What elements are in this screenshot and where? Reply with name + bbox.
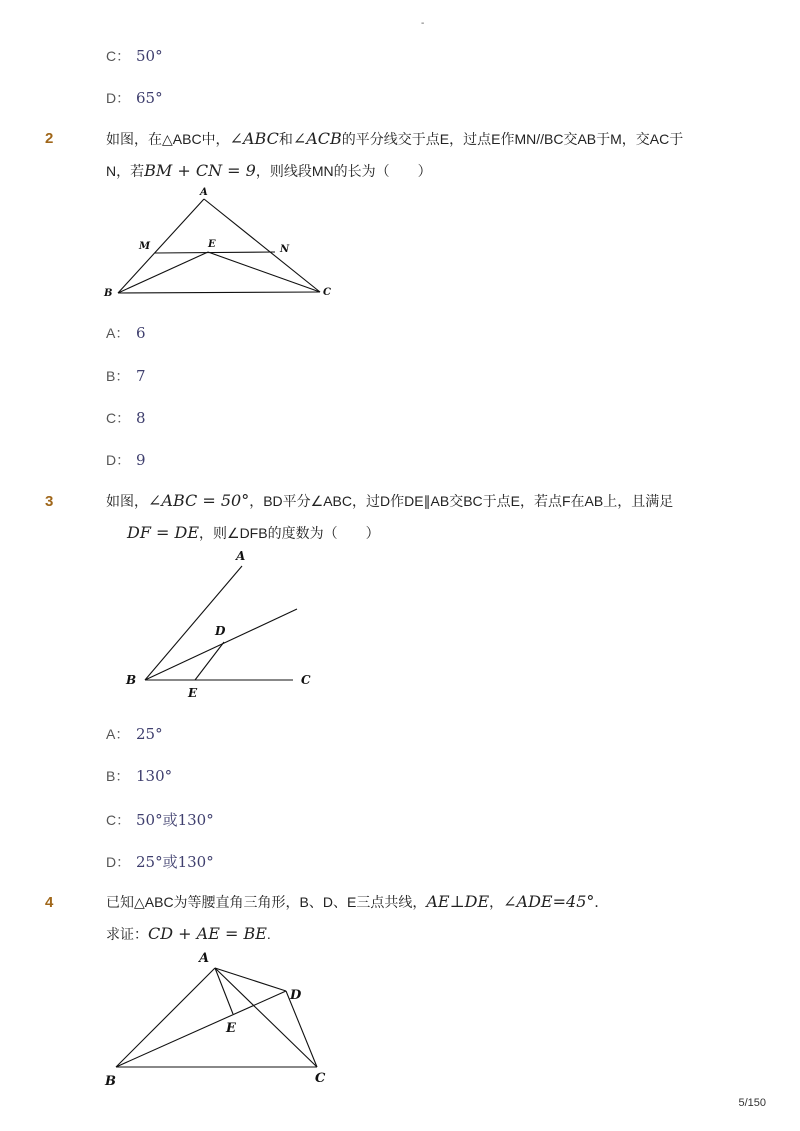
option-value: 25°或130° [136, 853, 214, 871]
point-label-c: C [323, 287, 331, 298]
option-label: A： [106, 726, 130, 742]
q2-text: 和 [278, 131, 293, 147]
q2-text: 的平分线交于点E，过点E作MN//BC交AB于M，交AC于 [341, 131, 684, 147]
point-label-d: D [290, 988, 302, 1003]
q2-text: ，则线段MN的长为（ ） [255, 163, 432, 179]
point-label-b: B [104, 288, 113, 299]
line-ae [215, 968, 233, 1014]
q3-option-b [106, 766, 172, 786]
q4-text: . [266, 926, 271, 942]
q3-math: DF = DE [127, 523, 200, 542]
line-ab [116, 968, 215, 1067]
question-number-3: 3 [45, 493, 54, 510]
q4-text-line2 [106, 924, 271, 944]
option-value: 65° [136, 89, 163, 107]
line-ab [118, 199, 204, 293]
q4-text-line1 [106, 892, 608, 912]
q2-figure [100, 183, 340, 303]
q2-text: 如图，在 [106, 131, 162, 147]
q2-option-a [106, 323, 146, 343]
line-ac [204, 199, 320, 292]
line-bc [118, 292, 320, 293]
point-label-a: A [200, 187, 208, 198]
q3-math: ∠ABC = 50° [148, 491, 250, 510]
q3-option-c [106, 809, 214, 830]
ray-ba [145, 566, 242, 680]
q2-math: ∠ABC [229, 129, 279, 148]
q2-math: BM + CN = 9 [144, 161, 256, 180]
page-number: 5/150 [738, 1097, 766, 1109]
option-value: 6 [136, 324, 146, 342]
q4-text: ， [489, 894, 504, 910]
q3-text: 如图， [106, 493, 148, 509]
q3-option-d [106, 851, 214, 872]
point-label-d: D [215, 624, 226, 638]
q3-figure [120, 545, 330, 700]
q4-math: AE⊥DE [426, 892, 490, 911]
prev-option-c [106, 46, 163, 66]
option-value: 7 [136, 367, 146, 385]
ray-bd [145, 609, 297, 680]
q4-text: 求证： [106, 926, 148, 942]
segment-ed [195, 642, 224, 680]
q3-option-a [106, 724, 163, 744]
q2-math: ∠ACB [292, 129, 342, 148]
q3-text: ，BD平分∠ABC，过D作DE∥AB交BC于点E，若点F在AB上，且满足 [249, 493, 674, 509]
q2-text: N，若 [106, 163, 145, 179]
q2-option-d [106, 450, 146, 470]
q4-figure [100, 946, 340, 1091]
q3-text: ，则∠DFB的度数为（ ） [199, 525, 380, 541]
point-label-c: C [315, 1071, 326, 1086]
line-ad [215, 968, 286, 991]
option-label: B： [106, 768, 130, 784]
q4-text: ． [594, 894, 609, 910]
option-label: B： [106, 368, 130, 384]
line-bd [116, 991, 286, 1067]
point-label-n: N [280, 244, 290, 255]
point-label-c: C [301, 673, 311, 687]
point-label-m: M [139, 241, 151, 252]
option-value: 130° [136, 767, 173, 785]
prev-option-d [106, 88, 163, 108]
option-value: 8 [136, 409, 146, 427]
page-top-mark: - [421, 18, 425, 29]
q3-text-line2 [127, 523, 380, 543]
q2-text-line2 [106, 161, 432, 181]
option-value: 9 [136, 451, 146, 469]
point-label-b: B [105, 1074, 116, 1089]
option-label: D： [106, 452, 131, 468]
q2-option-b [106, 366, 146, 386]
point-label-a: A [199, 951, 210, 966]
q2-text: △ABC中， [162, 131, 230, 147]
q2-text-line1 [106, 129, 683, 149]
q4-math: CD + AE = BE [148, 924, 267, 943]
line-ac [215, 968, 317, 1067]
question-number-2: 2 [45, 130, 54, 147]
line-mn [155, 252, 275, 253]
point-label-a: A [236, 549, 246, 563]
point-label-e: E [188, 686, 198, 700]
option-value: 50° [136, 47, 163, 65]
q4-math: ∠ADE=45° [503, 892, 595, 911]
q3-text-line1 [106, 491, 673, 511]
option-label: C： [106, 48, 131, 64]
q2-option-c [106, 408, 146, 428]
q4-text: 已知△ABC为等腰直角三角形，B、D、E三点共线， [106, 894, 427, 910]
option-label: D： [106, 854, 131, 870]
point-label-b: B [126, 673, 137, 687]
option-label: A： [106, 325, 130, 341]
line-ce [208, 252, 320, 292]
option-value: 25° [136, 725, 163, 743]
option-value: 50°或130° [136, 811, 214, 829]
point-label-e: E [226, 1021, 236, 1036]
option-label: D： [106, 90, 131, 106]
line-be [118, 252, 208, 293]
option-label: C： [106, 812, 131, 828]
option-label: C： [106, 410, 131, 426]
point-label-e: E [208, 239, 216, 250]
question-number-4: 4 [45, 894, 54, 911]
